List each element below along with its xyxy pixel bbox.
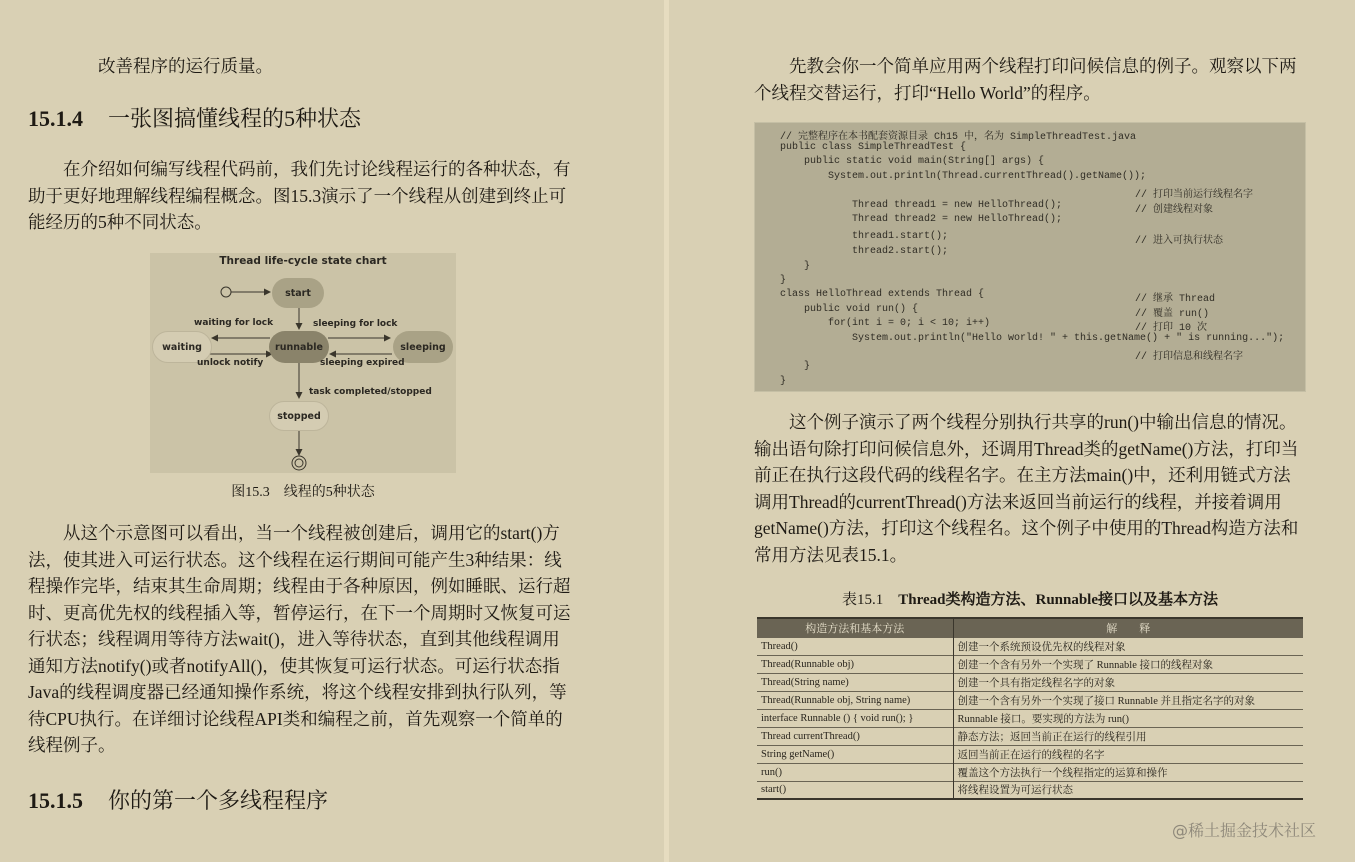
page-gutter — [664, 0, 669, 862]
paragraph-intro-tail: 改善程序的运行质量。 — [98, 56, 273, 76]
table-row: Thread(Runnable obj) 创建一个含有另外一个实现了 Runnable 接口的线程对象 — [757, 655, 1303, 673]
section-heading-15-1-4 — [28, 102, 361, 133]
table-row: start() 将线程设置为可运行状态 — [757, 781, 1303, 799]
thread-lifecycle-diagram — [150, 253, 456, 473]
code-line: Thread thread2 = new HelloThread(); — [780, 214, 1063, 225]
paragraph-example-explained: 这个例子演示了两个线程分别执行共享的run()中输出信息的情况。 输出语句除打印问候信息外，还调用Thread类的getName()方法，打印当 前正在执行这段代码的线程名字。在主方法main()中，还利用链式方法 调用Thread的currentThread()方法来返回当前运行的线程，并接着调用 getName()方法，打印这个线程名。这个例子中使用的Thread构造方法和 常用方法见表15.1。 — [754, 412, 1299, 565]
code-listing — [754, 122, 1306, 392]
thread-methods-table — [757, 617, 1303, 800]
label-task-completed: task completed/stopped — [309, 387, 432, 397]
code-line: } — [780, 361, 811, 372]
diagram-title: Thread life-cycle state chart — [219, 255, 387, 267]
code-line: // 完整程序在本书配套资源目录 Ch15 中，名为 SimpleThreadTest.java — [780, 132, 1137, 143]
code-comment: // 继承 Thread — [1135, 294, 1216, 305]
code-line: for(int i = 0; i < 10; i++) — [780, 318, 991, 329]
code-line: } — [780, 261, 811, 272]
state-stopped: stopped — [269, 401, 329, 431]
paragraph-states-explained: 从这个示意图可以看出，当一个线程被创建后，调用它的start()方 法，使其进入可运行状态。这个线程在运行期间可能产生3种结果：线 程操作完毕，结束其生命周期；线程由于各种原因，例如睡眠、运行超 时、更高优先权的线程插入等，暂停运行，在下一个周期时又恢复可运 行状态；线程调用等待方法wait()，进入等待状态，直到其他线程调用 通知方法notify()或者notifyAll()，使其恢复可运行状态。可运行状态指 Java的线程调度器已经通知操作系统，将这个线程安排到执行队列，等 待CPU执行。在详细讨论线程API类和编程之前，首先观察一个简单的 线程例子。 — [28, 523, 571, 755]
code-comment: // 打印 10 次 — [1135, 323, 1208, 334]
table-header-row — [757, 618, 1303, 637]
table-row: interface Runnable () { void run(); } Runnable 接口。要实现的方法为 run() — [757, 709, 1303, 727]
state-waiting: waiting — [152, 331, 212, 363]
column-header-method: 构造方法和基本方法 — [757, 618, 953, 637]
table-row: Thread(Runnable obj, String name) 创建一个含有另外一个实现了接口 Runnable 并且指定名字的对象 — [757, 691, 1303, 709]
code-line: public class SimpleThreadTest { — [780, 142, 967, 153]
figure-caption: 图15.3 线程的5种状态 — [231, 485, 375, 500]
label-unlock-notify: unlock notify — [197, 358, 264, 368]
code-comment: // 覆盖 run() — [1135, 309, 1210, 320]
section-number: 15.1.4 — [28, 106, 83, 131]
column-header-description: 解 释 — [953, 618, 1303, 637]
code-line: System.out.println(Thread.currentThread().getName()); — [780, 171, 1147, 182]
code-line: Thread thread1 = new HelloThread(); — [780, 200, 1063, 211]
state-runnable: runnable — [269, 331, 329, 363]
section-title: 一张图搞懂线程的5种状态 — [108, 106, 362, 131]
table-row: run() 覆盖这个方法执行一个线程指定的运算和操作 — [757, 763, 1303, 781]
paragraph-example-intro: 先教会你一个简单应用两个线程打印问候信息的例子。观察以下两 个线程交替运行，打印“Hello World”的程序。 — [754, 56, 1297, 103]
code-line: thread2.start(); — [780, 246, 949, 257]
section-heading-15-1-5 — [28, 784, 328, 815]
code-line: public static void main(String[] args) { — [780, 156, 1045, 167]
code-comment: // 进入可执行状态 — [1135, 236, 1224, 247]
label-sleeping-for-lock: sleeping for lock — [313, 319, 398, 329]
paragraph-states-intro: 在介绍如何编写线程代码前，我们先讨论线程运行的各种状态，有 助于更好地理解线程编程概念。图15.3演示了一个线程从创建到终止可 能经历的5种不同状态。 — [28, 159, 571, 232]
code-line: thread1.start(); — [780, 231, 949, 242]
state-sleeping: sleeping — [393, 331, 453, 363]
table-row: String getName() 返回当前正在运行的线程的名字 — [757, 745, 1303, 763]
code-line: public void run() { — [780, 304, 919, 315]
code-comment: // 创建线程对象 — [1135, 205, 1214, 216]
label-sleeping-expired: sleeping expired — [320, 358, 405, 368]
section-number: 15.1.5 — [28, 788, 83, 813]
code-line: System.out.println("Hello world! " + this.getName() + " is running..."); — [780, 333, 1285, 344]
label-waiting-for-lock: waiting for lock — [194, 318, 274, 328]
watermark: @稀土掘金技术社区 — [1172, 821, 1317, 840]
table-caption: 表15.1 Thread类构造方法、Runnable接口以及基本方法 — [841, 592, 1219, 608]
code-line: class HelloThread extends Thread { — [780, 289, 985, 300]
left-page — [0, 0, 664, 862]
code-comment: // 打印信息和线程名字 — [1135, 352, 1244, 363]
section-title: 你的第一个多线程程序 — [108, 788, 329, 813]
code-line: } — [780, 275, 787, 286]
table-row: Thread currentThread() 静态方法；返回当前正在运行的线程引用 — [757, 727, 1303, 745]
table-row: Thread() 创建一个系统预设优先权的线程对象 — [757, 637, 1303, 655]
code-line: } — [780, 376, 787, 387]
table-row: Thread(String name) 创建一个具有指定线程名字的对象 — [757, 673, 1303, 691]
code-comment: // 打印当前运行线程名字 — [1135, 190, 1254, 201]
state-start: start — [272, 278, 324, 308]
